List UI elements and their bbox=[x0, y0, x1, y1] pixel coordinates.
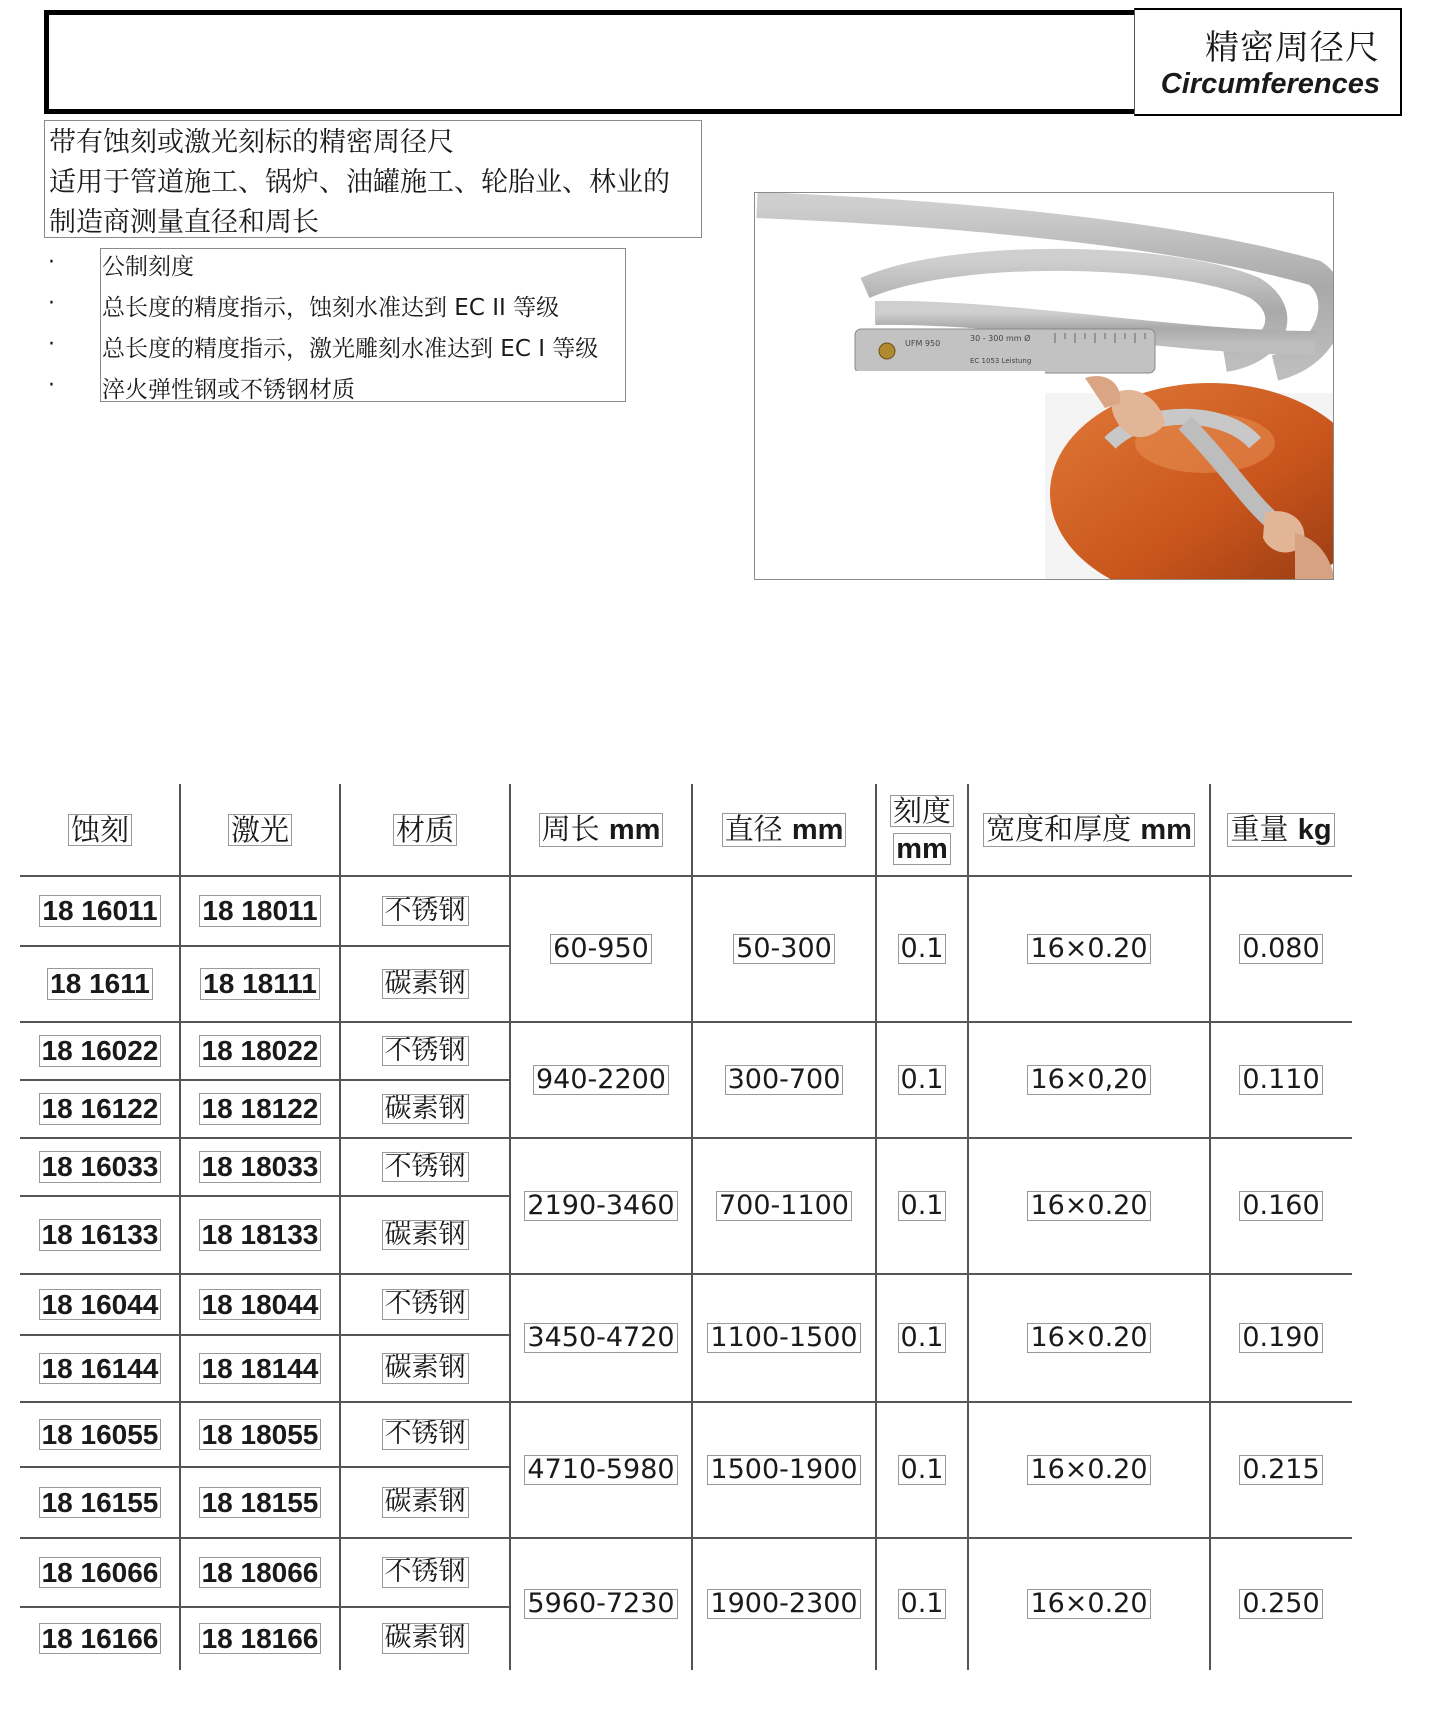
width-thickness-value: 16×0.20 bbox=[1030, 1189, 1148, 1221]
etched-part-number-cell bbox=[20, 1138, 180, 1196]
product-table bbox=[20, 784, 1352, 1670]
laser-part-number-cell bbox=[180, 1022, 340, 1080]
header-weight-label bbox=[1228, 814, 1333, 845]
width-thickness-value: 16×0,20 bbox=[1030, 1063, 1148, 1095]
material-cell bbox=[340, 1080, 510, 1138]
material: 不锈钢 bbox=[384, 1418, 466, 1450]
diameter-range: 700-1100 bbox=[719, 1189, 849, 1221]
description-line: 适用于管道施工、锅炉、油罐施工、轮胎业、林业的 bbox=[49, 167, 670, 198]
laser-part-number: 18 18044 bbox=[201, 1288, 319, 1320]
material-cell bbox=[340, 876, 510, 946]
header-scale-text: 刻度 bbox=[892, 793, 951, 828]
material-cell bbox=[340, 1467, 510, 1538]
laser-part-number-cell bbox=[180, 1335, 340, 1402]
weight-value-cell bbox=[1210, 876, 1352, 1022]
scale-value: 0.1 bbox=[900, 1189, 944, 1221]
etched-part-number-cell bbox=[20, 946, 180, 1022]
etched-part-number-cell bbox=[20, 1080, 180, 1138]
width-thickness-value-cell bbox=[968, 876, 1210, 1022]
header-laser-label: 激光 bbox=[230, 812, 289, 847]
title-chinese: 精密周径尺 bbox=[1205, 28, 1380, 68]
laser-part-number-cell bbox=[180, 1196, 340, 1274]
material: 不锈钢 bbox=[384, 894, 466, 926]
diameter-range: 50-300 bbox=[736, 932, 832, 964]
scale-value: 0.1 bbox=[900, 1453, 944, 1485]
diameter-range: 1500-1900 bbox=[710, 1453, 858, 1485]
material-cell bbox=[340, 1335, 510, 1402]
header-circumference-text: 周长 bbox=[541, 812, 600, 847]
scale-value-cell bbox=[876, 1022, 968, 1138]
laser-part-number: 18 18166 bbox=[201, 1622, 319, 1654]
diameter-range: 1900-2300 bbox=[710, 1587, 858, 1619]
weight-value-cell bbox=[1210, 1138, 1352, 1274]
laser-part-number: 18 18011 bbox=[202, 895, 318, 927]
weight-value-cell bbox=[1210, 1402, 1352, 1538]
circumference-range-cell bbox=[510, 1538, 692, 1670]
etched-part-number-cell bbox=[20, 1607, 180, 1670]
header-material-label: 材质 bbox=[395, 812, 454, 847]
scale-value-cell bbox=[876, 876, 968, 1022]
material: 不锈钢 bbox=[384, 1150, 466, 1182]
header-laser bbox=[180, 784, 340, 876]
tape-class-label: EC 1053 Leistung bbox=[970, 357, 1032, 365]
header-width-thickness-text: 宽度和厚度 bbox=[986, 812, 1132, 847]
weight-value: 0.190 bbox=[1242, 1321, 1320, 1353]
material-cell bbox=[340, 1607, 510, 1670]
etched-part-number: 18 16155 bbox=[41, 1486, 159, 1518]
etched-part-number: 18 16133 bbox=[41, 1219, 159, 1251]
width-thickness-value-cell bbox=[968, 1538, 1210, 1670]
laser-part-number-cell bbox=[180, 1467, 340, 1538]
etched-part-number: 18 16166 bbox=[41, 1622, 159, 1654]
product-photo bbox=[754, 192, 1334, 580]
header-material bbox=[340, 784, 510, 876]
diameter-range: 1100-1500 bbox=[710, 1321, 858, 1353]
diameter-range-cell bbox=[692, 1274, 876, 1402]
circumference-range-cell bbox=[510, 1274, 692, 1402]
etched-part-number-cell bbox=[20, 1335, 180, 1402]
feature-text: 总长度的精度指示，蚀刻水准达到 EC II 等级 bbox=[102, 295, 560, 321]
laser-part-number: 18 18022 bbox=[201, 1035, 319, 1067]
width-thickness-value: 16×0.20 bbox=[1030, 1587, 1148, 1619]
header-width-thickness bbox=[968, 784, 1210, 876]
etched-part-number: 18 16144 bbox=[41, 1352, 159, 1384]
circumference-range: 5960-7230 bbox=[527, 1587, 675, 1619]
laser-part-number-cell bbox=[180, 1402, 340, 1467]
feature-text: 淬火弹性钢或不锈钢材质 bbox=[102, 377, 355, 403]
weight-value-cell bbox=[1210, 1538, 1352, 1670]
laser-part-number: 18 18155 bbox=[201, 1486, 319, 1518]
width-thickness-value: 16×0.20 bbox=[1030, 932, 1148, 964]
laser-part-number-cell bbox=[180, 1274, 340, 1335]
header-diameter bbox=[692, 784, 876, 876]
feature-text: 总长度的精度指示，激光雕刻水准达到 EC I 等级 bbox=[102, 336, 599, 362]
diameter-range: 300-700 bbox=[727, 1063, 841, 1095]
diameter-range-cell bbox=[692, 1022, 876, 1138]
etched-part-number: 18 16122 bbox=[41, 1093, 159, 1125]
laser-part-number: 18 18055 bbox=[201, 1418, 319, 1450]
circumference-range-cell bbox=[510, 1022, 692, 1138]
etched-part-number-cell bbox=[20, 1467, 180, 1538]
material: 不锈钢 bbox=[384, 1556, 466, 1588]
laser-part-number-cell bbox=[180, 1607, 340, 1670]
material-cell bbox=[340, 1538, 510, 1607]
description-line: 带有蚀刻或激光刻标的精密周径尺 bbox=[49, 127, 454, 158]
header-scale-unit: mm bbox=[896, 833, 948, 865]
material-cell bbox=[340, 1274, 510, 1335]
laser-part-number-cell bbox=[180, 1138, 340, 1196]
bullet-icon: · bbox=[48, 373, 55, 398]
material: 碳素钢 bbox=[384, 967, 466, 999]
laser-part-number: 18 18111 bbox=[203, 968, 317, 1000]
circumference-range: 3450-4720 bbox=[527, 1321, 675, 1353]
material-cell bbox=[340, 1196, 510, 1274]
weight-value: 0.250 bbox=[1242, 1587, 1320, 1619]
weight-value: 0.160 bbox=[1242, 1189, 1320, 1221]
description-box bbox=[44, 120, 702, 238]
header-etched bbox=[20, 784, 180, 876]
diameter-range-cell bbox=[692, 1138, 876, 1274]
width-thickness-value-cell bbox=[968, 1274, 1210, 1402]
scale-value-cell bbox=[876, 1274, 968, 1402]
header-weight bbox=[1210, 784, 1352, 876]
width-thickness-value-cell bbox=[968, 1138, 1210, 1274]
weight-value-cell bbox=[1210, 1274, 1352, 1402]
tape-range-label: 30 - 300 mm Ø bbox=[970, 334, 1031, 343]
circumference-range-cell bbox=[510, 1402, 692, 1538]
etched-part-number-cell bbox=[20, 876, 180, 946]
etched-part-number-cell bbox=[20, 1196, 180, 1274]
bullet-icon: · bbox=[48, 332, 55, 357]
scale-value: 0.1 bbox=[900, 1321, 944, 1353]
laser-part-number: 18 18144 bbox=[201, 1352, 319, 1384]
material: 碳素钢 bbox=[384, 1622, 466, 1654]
etched-part-number-cell bbox=[20, 1274, 180, 1335]
laser-part-number-cell bbox=[180, 1538, 340, 1607]
header-circumference bbox=[510, 784, 692, 876]
tape-model-label: UFM 950 bbox=[905, 339, 941, 348]
material: 不锈钢 bbox=[384, 1288, 466, 1320]
header-weight-unit: kg bbox=[1297, 814, 1332, 847]
header-scale bbox=[876, 784, 968, 876]
material: 碳素钢 bbox=[384, 1352, 466, 1384]
scale-value: 0.1 bbox=[900, 932, 944, 964]
header-width-thickness-label bbox=[984, 814, 1194, 845]
header-etched-label: 蚀刻 bbox=[70, 812, 129, 847]
circumference-range: 940-2200 bbox=[536, 1063, 666, 1095]
material-cell bbox=[340, 1022, 510, 1080]
width-thickness-value: 16×0.20 bbox=[1030, 1453, 1148, 1485]
etched-part-number: 18 16066 bbox=[41, 1556, 159, 1588]
header-circumference-label bbox=[540, 814, 663, 845]
scale-value-cell bbox=[876, 1138, 968, 1274]
scale-value: 0.1 bbox=[900, 1063, 944, 1095]
material: 碳素钢 bbox=[384, 1092, 466, 1124]
width-thickness-value-cell bbox=[968, 1022, 1210, 1138]
diameter-range-cell bbox=[692, 876, 876, 1022]
scale-value: 0.1 bbox=[900, 1587, 944, 1619]
material-cell bbox=[340, 1402, 510, 1467]
laser-part-number-cell bbox=[180, 946, 340, 1022]
laser-part-number: 18 18122 bbox=[201, 1093, 319, 1125]
material-cell bbox=[340, 946, 510, 1022]
title-english: Circumferences bbox=[1160, 68, 1380, 100]
circumference-range: 2190-3460 bbox=[527, 1189, 675, 1221]
header-diameter-label bbox=[723, 814, 846, 845]
etched-part-number-cell bbox=[20, 1402, 180, 1467]
material: 不锈钢 bbox=[384, 1034, 466, 1066]
laser-part-number: 18 18133 bbox=[201, 1219, 319, 1251]
laser-part-number: 18 18066 bbox=[201, 1556, 319, 1588]
header-circumference-unit: mm bbox=[608, 814, 661, 847]
weight-value: 0.215 bbox=[1242, 1453, 1320, 1485]
width-thickness-value: 16×0.20 bbox=[1030, 1321, 1148, 1353]
circumference-range: 60-950 bbox=[553, 932, 649, 964]
diameter-range-cell bbox=[692, 1402, 876, 1538]
circumference-range-cell bbox=[510, 876, 692, 1022]
material: 碳素钢 bbox=[384, 1218, 466, 1250]
circumference-tape-illustration bbox=[755, 193, 1334, 580]
weight-value: 0.080 bbox=[1242, 932, 1320, 964]
header-weight-text: 重量 bbox=[1230, 812, 1289, 847]
etched-part-number: 18 1611 bbox=[50, 968, 150, 1000]
circumference-range: 4710-5980 bbox=[527, 1453, 675, 1485]
weight-value: 0.110 bbox=[1242, 1063, 1320, 1095]
header-diameter-unit: mm bbox=[791, 814, 844, 847]
bullet-icon: · bbox=[48, 291, 55, 316]
material-cell bbox=[340, 1138, 510, 1196]
header-diameter-text: 直径 bbox=[724, 812, 783, 847]
header-title-box bbox=[1134, 8, 1402, 116]
description-line: 制造商测量直径和周长 bbox=[49, 207, 319, 238]
etched-part-number: 18 16022 bbox=[41, 1035, 159, 1067]
weight-value-cell bbox=[1210, 1022, 1352, 1138]
etched-part-number: 18 16033 bbox=[41, 1151, 159, 1183]
etched-part-number: 18 16044 bbox=[41, 1288, 159, 1320]
etched-part-number: 18 16055 bbox=[41, 1418, 159, 1450]
laser-part-number: 18 18033 bbox=[201, 1151, 319, 1183]
laser-part-number-cell bbox=[180, 1080, 340, 1138]
etched-part-number: 18 16011 bbox=[42, 895, 158, 927]
circumference-range-cell bbox=[510, 1138, 692, 1274]
etched-part-number-cell bbox=[20, 1538, 180, 1607]
scale-value-cell bbox=[876, 1538, 968, 1670]
feature-text: 公制刻度 bbox=[102, 254, 194, 280]
width-thickness-value-cell bbox=[968, 1402, 1210, 1538]
header-width-thickness-unit: mm bbox=[1140, 814, 1192, 847]
scale-value-cell bbox=[876, 1402, 968, 1538]
laser-part-number-cell bbox=[180, 876, 340, 946]
diameter-range-cell bbox=[692, 1538, 876, 1670]
bullet-icon: · bbox=[48, 250, 55, 275]
material: 碳素钢 bbox=[384, 1486, 466, 1518]
etched-part-number-cell bbox=[20, 1022, 180, 1080]
